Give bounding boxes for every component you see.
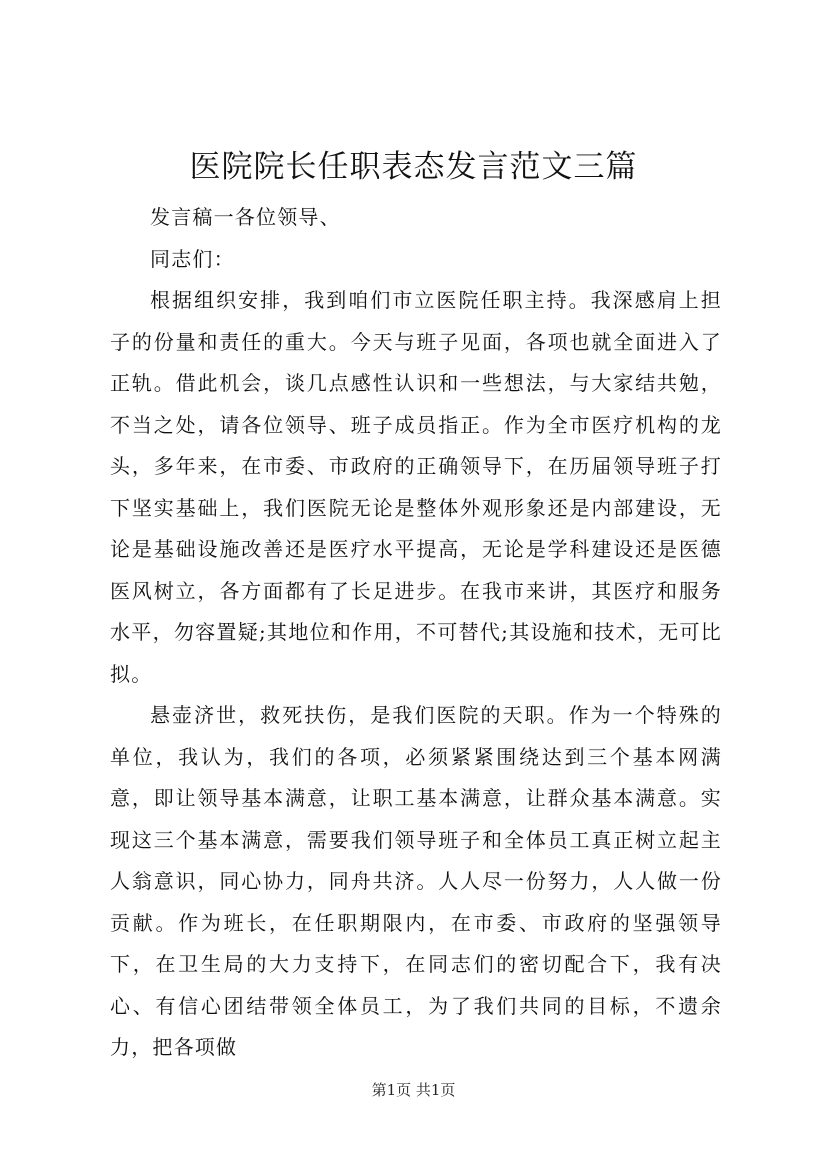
paragraph-salutation: 同志们：	[150, 246, 235, 271]
paragraph-introduction: 根据组织安排，我到咱们市立医院任职主持。我深感肩上担子的份量和责任的重大。今天与班子见面，各项也就全面进入了正轨。借此机会，谈几点感性认识和一些想法，与大家结共勉，不当之处，请各位领导、班子成员指正。作为全市医疗机构的龙头，多年来，在市委、市政府的正确领导下，在历届领导班子打下坚实基础上，我们医院无论是整体外观形象还是内部建设，无论是基础设施改善还是医疗水平提高，无论是学科建设还是医德医风树立，各方面都有了长足进步。在我市来讲，其医疗和服务水平，勿容置疑;其地位和作用，不可替代;其设施和技术，无可比拟。	[110, 288, 722, 686]
document-title: 医院院长任职表态发言范文三篇	[189, 149, 638, 185]
paragraph-greeting: 发言稿一各位领导、	[150, 205, 341, 229]
document-body	[110, 197, 722, 1069]
page-footer: 第1页 共1页	[371, 1081, 456, 1099]
paragraph-mission: 悬壶济世，救死扶伤，是我们医院的天职。作为一个特殊的单位，我认为，我们的各项，必须紧紧围绕达到三个基本网满意，即让领导基本满意，让职工基本满意，让群众基本满意。实现这三个基本满意，需要我们领导班子和全体员工真正树立起主人翁意识，同心协力，同舟共济。人人尽一份努力，人人做一份贡献。作为班长，在任职期限内，在市委、市政府的坚强领导下，在卫生局的大力支持下，在同志们的密切配合下，我有决心、有信心团结带领全体员工，为了我们共同的目标，不遗余力，把各项做	[110, 703, 722, 1059]
